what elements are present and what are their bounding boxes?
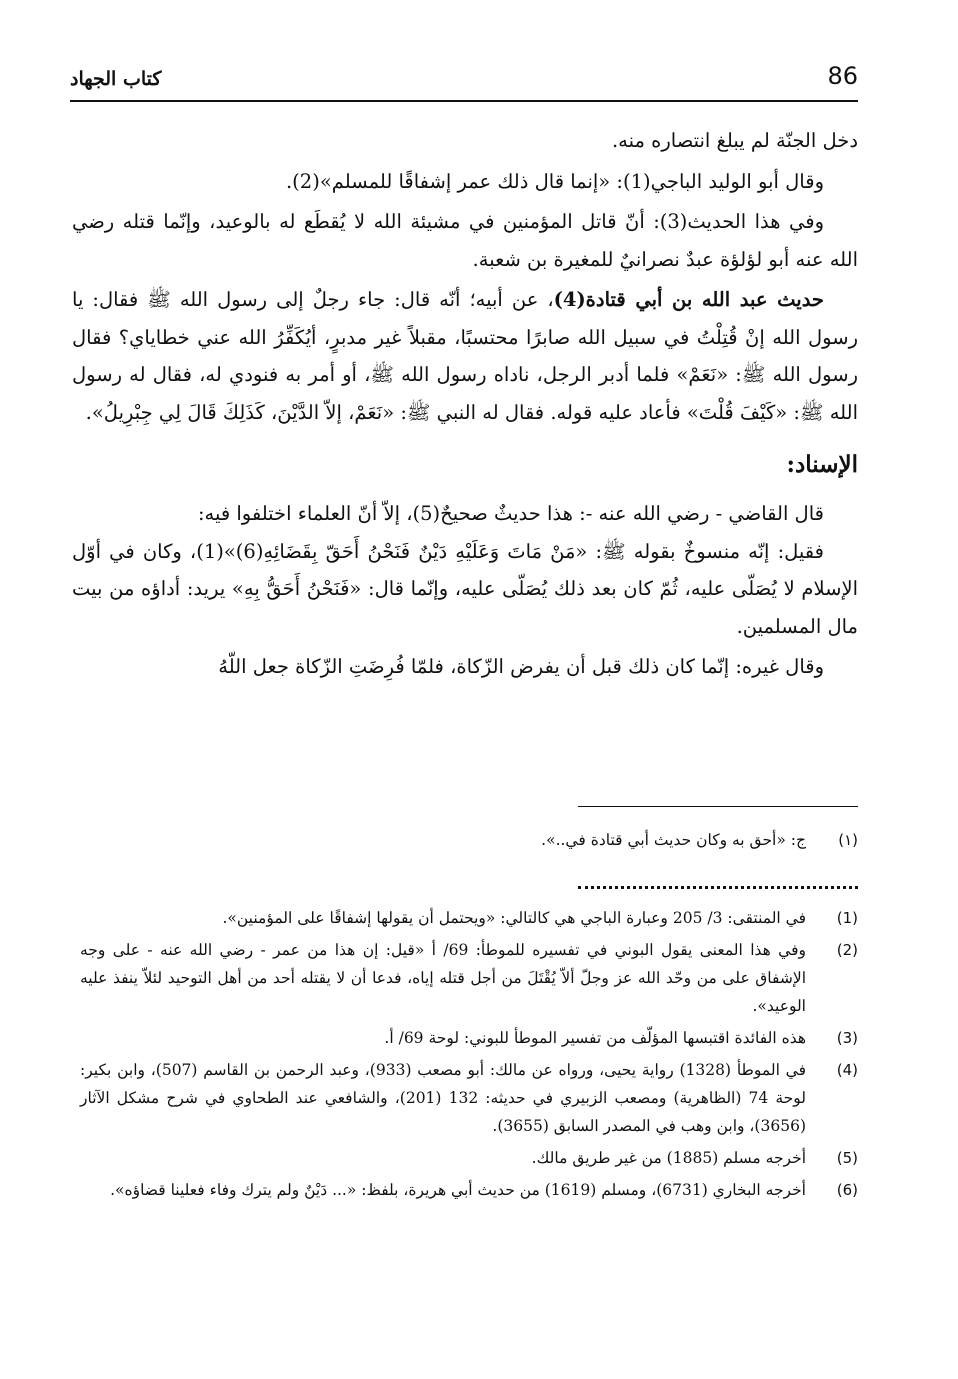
- variant-note-number: (١): [838, 831, 858, 849]
- hadith-title: حديث عبد الله بن أبي قتادة(4): [553, 288, 824, 311]
- footnotes: [80, 904, 858, 1208]
- footnote-text: وفي هذا المعنى يقول البوني في تفسيره للموطأ: 69/ أ «قيل: إن هذا من عمر - رضي الله عنه - على وجه الإشفاق على من وحّد الله عز وجلّ ألاّ يُقْتَلَ من أجل قتله إياه، فدعا أن لا يقتله أحد من أهل التوحيد لئلاّ ينفذ عليه الوعيد».: [80, 941, 806, 1015]
- paragraph: وقال غيره: إنّما كان ذلك قبل أن يفرض الزّكاة، فلمّا فُرِضَتِ الزّكاة جعل اللّهُ: [218, 655, 824, 678]
- footnote-number: (2): [836, 941, 858, 959]
- paragraph: دخل الجنّة لم يبلغ انتصاره منه.: [611, 129, 858, 152]
- footnote-separator: [578, 806, 858, 807]
- footnote-number: (6): [836, 1181, 858, 1199]
- page-number: 86: [827, 62, 858, 90]
- footnote-number: (3): [836, 1029, 858, 1047]
- footnote: [80, 1176, 858, 1204]
- dotted-separator: [578, 886, 858, 895]
- footnote: [80, 1144, 858, 1172]
- footnote-number: (4): [836, 1061, 858, 1079]
- paragraph: قال القاضي - رضي الله عنه -: هذا حديثٌ صحيحٌ(5)، إلاّ أنّ العلماء اختلفوا فيه:: [197, 502, 824, 525]
- footnote-text: في المنتقى: 3/ 205 وعبارة الباجي هي كالتالي: «ويحتمل أن يقولها إشفاقًا على المؤمنين».: [222, 909, 806, 927]
- footnote: [80, 936, 858, 1020]
- hadith-paragraph: [72, 281, 858, 431]
- variant-notes: [80, 826, 858, 858]
- footnote-text: في الموطأ (1328) رواية يحيى، ورواه عن مالك: أبو مصعب (933)، وعبد الرحمن بن القاسم (507)، وابن بكير: لوحة 74 (الظاهرية) ومصعب الزبيري في حديثه: 132 (201)، والشافعي عند الطحاوي في شرح مشكل الآثار (3656)، وابن وهب في المصدر السابق (3655).: [80, 1061, 806, 1135]
- footnote: [80, 1024, 858, 1052]
- variant-note: [80, 826, 858, 854]
- running-title: كتاب الجهاد: [70, 68, 162, 90]
- footnote-text: هذه الفائدة اقتبسها المؤلّف من تفسير الموطأ للبوني: لوحة 69/ أ.: [384, 1029, 806, 1047]
- footnote-text: أخرجه مسلم (1885) من غير طريق مالك.: [531, 1149, 806, 1167]
- running-header: [70, 60, 858, 102]
- section-heading: الإسناد:: [786, 451, 858, 478]
- paragraph: فقيل: إنّه منسوخٌ بقوله ﷺ: «مَنْ مَاتَ وَعَلَيْهِ دَيْنٌ فَنَحْنُ أَحَقّ بِقَضَائِهِ(6)»(1)، وكان في أوّل الإسلام لا يُصَلّى عليه، ثُمّ كان بعد ذلك يُصَلّى عليه، وإنّما قال: «فَنَحْنُ أَحَقُّ بِهِ» يريد: أداؤه من بيت مال المسلمين.: [72, 539, 858, 638]
- main-text: [72, 122, 858, 686]
- footnote: [80, 904, 858, 932]
- variant-note-text: ج: «أحق به وكان حديث أبي قتادة في..».: [541, 831, 806, 849]
- hadith-text: ، عن أبيه؛ أنّه قال: جاء رجلٌ إلى رسول الله ﷺ فقال: يا رسول الله إنْ قُتِلْتُ في سبيل الله صابرًا محتسبًا، مقبلاً غير مدبرٍ، أيُكَفِّرُ الله عني خطاياي؟ فقال رسول الله ﷺ: «نَعَمْ» فلما أدبر الرجل، ناداه رسول الله ﷺ، أو أمر به فنودي له، فقال له رسول الله ﷺ: «كَيْفَ قُلْتَ» فأعاد عليه قوله. فقال له النبي ﷺ: «نَعَمْ، إلاّ الدَّيْنَ، كَذَلِكَ قَالَ لِي جِبْرِيلُ».: [72, 288, 858, 424]
- footnote: [80, 1056, 858, 1140]
- paragraph: وفي هذا الحديث(3): أنّ قاتل المؤمنين في مشيئة الله لا يُقطَع له بالوعيد، وإنّما قتله رضي الله عنه أبو لؤلؤة عبدٌ نصرانيٌ للمغيرة بن شعبة.: [72, 210, 858, 271]
- footnote-number: (1): [836, 909, 858, 927]
- footnote-number: (5): [836, 1149, 858, 1167]
- paragraph: وقال أبو الوليد الباجي(1): «إنما قال ذلك عمر إشفاقًا للمسلم»(2).: [285, 169, 824, 193]
- footnote-text: أخرجه البخاري (6731)، ومسلم (1619) من حديث أبي هريرة، بلفظ: «... دَيْنٌ ولم يترك وفاء فعلينا قضاؤه».: [110, 1181, 806, 1199]
